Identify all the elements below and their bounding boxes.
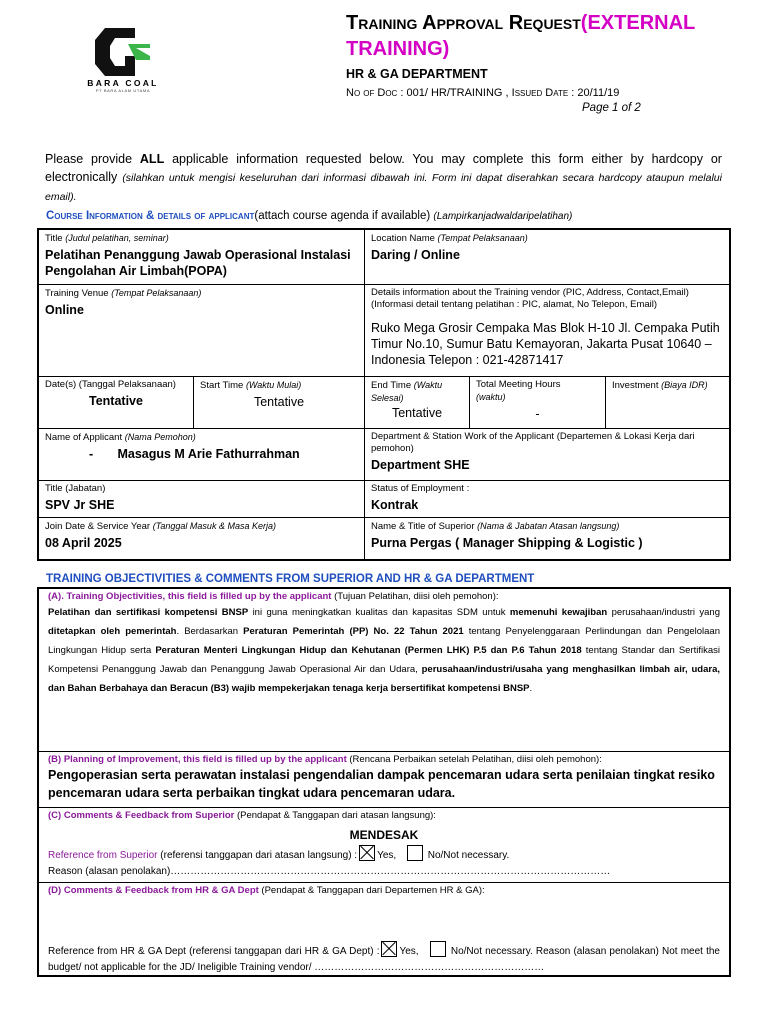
location-label-note: (Tempat Pelaksanaan) bbox=[437, 233, 528, 243]
c-yes-label: Yes, bbox=[377, 850, 397, 861]
join-date-label-note: (Tanggal Masuk & Masa Kerja) bbox=[152, 521, 276, 531]
d-ref: Reference from HR & GA Dept (referensi tanggapan dari HR & GA Dept) : bbox=[48, 946, 380, 957]
d-yes-checkbox[interactable] bbox=[381, 941, 397, 957]
join-date-value: 08 April 2025 bbox=[45, 536, 122, 550]
join-date-cell[interactable] bbox=[39, 518, 365, 559]
title-cell[interactable] bbox=[39, 230, 365, 285]
employment-label: Status of Employment : bbox=[371, 483, 470, 494]
start-time-label: Start Time bbox=[200, 380, 244, 391]
meeting-hours-value: - bbox=[535, 407, 540, 421]
course-section-heading bbox=[46, 210, 572, 222]
intro-text-bold: ALL bbox=[139, 152, 165, 166]
logo-text: BARA COAL bbox=[87, 78, 159, 88]
logo-subtext: PT BARA ALAM UTAMA bbox=[95, 88, 151, 93]
section-d-heading: (D) Comments & Feedback from HR & GA Dept bbox=[48, 885, 259, 896]
start-time-cell[interactable] bbox=[194, 377, 365, 429]
vendor-label-2: (Informasi detail tentang pelatihan : PIC, alamat, No Telepon, Email) bbox=[371, 299, 658, 310]
start-time-value: Tentative bbox=[253, 395, 305, 409]
objectives-heading: TRAINING OBJECTIVITIES & COMMENTS FROM SUPERIOR AND HR & GA DEPARTMENT bbox=[46, 573, 535, 585]
vendor-cell[interactable] bbox=[365, 285, 729, 377]
dates-cell[interactable] bbox=[39, 377, 194, 429]
form-title-main: Training Approval Request bbox=[346, 12, 581, 34]
intro-text-start: Please provide bbox=[45, 152, 133, 166]
d-no-checkbox[interactable] bbox=[430, 941, 446, 957]
section-b-heading: (B) Planning of Improvement, this field is filled up by the applicant bbox=[48, 754, 347, 765]
superior-label-note: (Nama & Jabatan Atasan langsung) bbox=[477, 521, 620, 531]
course-heading-note-italic: (Lampirkanjadwaldaripelatihan) bbox=[433, 211, 573, 222]
superior-label: Name & Title of Superior bbox=[371, 521, 475, 532]
a-part-2: memenuhi kewajiban bbox=[509, 607, 608, 618]
join-date-label: Join Date & Service Year bbox=[45, 521, 151, 532]
doc-number: No of Doc : 001/ HR/TRAINING , Issued Date : 20/11/19 bbox=[346, 87, 620, 99]
meeting-hours-cell[interactable] bbox=[470, 377, 606, 429]
intro-paragraph bbox=[45, 150, 722, 206]
c-no-checkbox[interactable] bbox=[407, 845, 423, 861]
intro-text-italic: (silahkan untuk mengisi keseluruhan dari informasi dibawah ini. Form ini dapat diserahkan secara hardcopy ataupun melalui email). bbox=[45, 172, 722, 203]
applicant-label: Name of Applicant bbox=[45, 432, 123, 443]
c-ref-note: (referensi tanggapan dari atasan langsung) : bbox=[160, 850, 358, 861]
department-heading: HR & GA DEPARTMENT bbox=[346, 67, 488, 81]
end-time-label: End Time bbox=[371, 380, 412, 391]
section-d-heading-note: (Pendapat & Tanggapan dari Departemen HR & GA): bbox=[261, 885, 485, 896]
job-title-value: SPV Jr SHE bbox=[45, 498, 115, 512]
title-label: Title bbox=[45, 233, 63, 244]
applicant-label-note: (Nama Pemohon) bbox=[124, 432, 196, 442]
a-part-7: tentang Penyelenggaraan Perlindungan dan Pengelolaan Lingkungan Hidup serta bbox=[48, 626, 720, 656]
title-label-note: (Judul pelatihan, seminar) bbox=[65, 233, 169, 243]
a-part-6: Peraturan Pemerintah (PP) No. 22 Tahun 2021 bbox=[243, 626, 464, 637]
location-label: Location Name bbox=[371, 233, 435, 244]
c-ref-label: Reference from Superior bbox=[48, 850, 158, 861]
investment-label: Investment bbox=[612, 380, 659, 391]
a-part-8: Peraturan Menteri Lingkungan Hidup dan Kehutanan (Permen LHK) P.5 dan P.6 Tahun 2018 bbox=[155, 645, 582, 656]
section-c-heading-note: (Pendapat & Tanggapan dari atasan langsung): bbox=[236, 810, 436, 821]
applicant-value: - Masagus M Arie Fathurrahman bbox=[89, 447, 300, 461]
section-c-value: MENDESAK bbox=[349, 828, 419, 842]
job-title-label: Title (Jabatan) bbox=[45, 483, 106, 494]
venue-value: Online bbox=[45, 303, 84, 317]
page-number: Page 1 of 2 bbox=[582, 102, 641, 114]
c-reason[interactable]: Reason (alasan penolakan)…………………………………………………………………………………………………………………… bbox=[48, 866, 611, 877]
venue-label-note: (Tempat Pelaksanaan) bbox=[111, 288, 202, 298]
employment-value: Kontrak bbox=[371, 498, 419, 512]
employment-cell[interactable] bbox=[365, 481, 729, 518]
title-value: Pelatihan Penanggung Jawab Operasional Instalasi Pengolahan Air Limbah(POPA) bbox=[45, 248, 351, 278]
c-no-label: No/Not necessary. bbox=[427, 850, 510, 861]
a-part-4: ditetapkan oleh pemerintah bbox=[48, 626, 177, 637]
a-part-5: . Berdasarkan bbox=[176, 626, 244, 637]
superior-value: Purna Pergas ( Manager Shipping & Logistic ) bbox=[371, 536, 643, 550]
end-time-cell[interactable] bbox=[365, 377, 470, 429]
location-cell[interactable] bbox=[365, 230, 729, 285]
d-yes-label: Yes, bbox=[399, 946, 419, 957]
venue-cell[interactable] bbox=[39, 285, 365, 377]
department-label: Department & Station Work of the Applicant (Departemen & Lokasi Kerja dari pemohon) bbox=[371, 431, 695, 454]
end-time-label-note: (Waktu Selesai) bbox=[371, 380, 443, 403]
section-d-reference bbox=[48, 941, 720, 976]
end-time-value: Tentative bbox=[391, 406, 443, 420]
a-part-1: ini guna meningkatkan kualitas dan kapasitas SDM untuk bbox=[248, 607, 510, 618]
dates-label: Date(s) (Tanggal Pelaksanaan) bbox=[45, 379, 176, 390]
investment-cell[interactable] bbox=[606, 377, 729, 429]
section-d[interactable] bbox=[39, 883, 729, 975]
section-a-heading: (A). Training Objectivities, this field is filled up by the applicant bbox=[48, 591, 332, 602]
section-b-heading-note: (Rencana Perbaikan setelah Pelatihan, diisi oleh pemohon): bbox=[349, 754, 602, 765]
form-title-external: (EXTERNAL TRAINING) bbox=[346, 12, 695, 60]
department-value: Department SHE bbox=[371, 458, 470, 472]
intro-text-end: applicable information requested below. You may complete this form either by hardcopy or electronically bbox=[45, 152, 722, 184]
a-part-9: tentang Standar dan Sertifikasi Kompetensi Penanggung Jawab dan Penanggung Jawab Operasional Air dan Udara, bbox=[48, 645, 720, 675]
meeting-hours-label-note: (waktu) bbox=[476, 392, 506, 402]
form-title bbox=[346, 10, 746, 62]
vendor-value: Ruko Mega Grosir Cempaka Mas Blok H-10 Jl. Cempaka Putih Timur No.10, Sumur Batu Kemayoran, Jakarta Pusat 10640 – Indonesia Telepon : 021-42871417 bbox=[371, 321, 720, 367]
a-part-3: perusahaan/industri yang bbox=[607, 607, 720, 618]
investment-label-note: (Biaya IDR) bbox=[661, 380, 708, 390]
section-a-heading-note: (Tujuan Pelatihan, diisi oleh pemohon): bbox=[334, 591, 499, 602]
dates-value: Tentative bbox=[89, 394, 143, 408]
section-a-body bbox=[48, 603, 720, 698]
section-c-heading: (C) Comments & Feedback from Superior bbox=[48, 810, 235, 821]
superior-cell[interactable] bbox=[365, 518, 729, 559]
course-heading-text: Course Information & details of applicant bbox=[46, 210, 255, 222]
a-part-10: perusahaan/industri/usaha yang menghasilkan limbah air, udara, dan Bahan Berbahaya dan Beracun (B3) wajib mempekerjakan tenaga kerja bersertifikat kompetensi BNSP bbox=[48, 664, 720, 694]
objectives-box bbox=[37, 587, 731, 977]
vendor-label: Details information about the Training vendor (PIC, Address, Contact,Email) bbox=[371, 287, 689, 298]
section-a[interactable] bbox=[39, 589, 729, 752]
course-heading-note: (attach course agenda if available) bbox=[254, 210, 431, 222]
section-c[interactable] bbox=[39, 808, 729, 883]
department-cell[interactable] bbox=[365, 429, 729, 481]
meeting-hours-label: Total Meeting Hours bbox=[476, 379, 561, 390]
venue-label: Training Venue bbox=[45, 288, 109, 299]
applicant-cell[interactable] bbox=[39, 429, 365, 481]
a-part-11: . bbox=[529, 683, 533, 694]
location-value: Daring / Online bbox=[371, 248, 460, 262]
start-time-label-note: (Waktu Mulai) bbox=[245, 380, 302, 390]
section-c-reference bbox=[48, 845, 720, 864]
section-b[interactable] bbox=[39, 752, 729, 808]
d-no-reason: No/Not necessary. Reason (alasan penolakan) Not meet the budget/ not applicable for the JD/ Ineligible Training vendor/ …………………………………………………………… bbox=[48, 946, 720, 973]
course-info-grid bbox=[37, 228, 731, 561]
job-title-cell[interactable] bbox=[39, 481, 365, 518]
c-yes-checkbox[interactable] bbox=[359, 845, 375, 861]
section-b-body: Pengoperasian serta perawatan instalasi pengendalian dampak pencemaran udara serta penilaian tingkat resiko pencemaran udara serta perbaikan tingkat udara pencemaran udara. bbox=[48, 768, 715, 800]
a-part-0: Pelatihan dan sertifikasi kompetensi BNSP bbox=[48, 607, 249, 618]
